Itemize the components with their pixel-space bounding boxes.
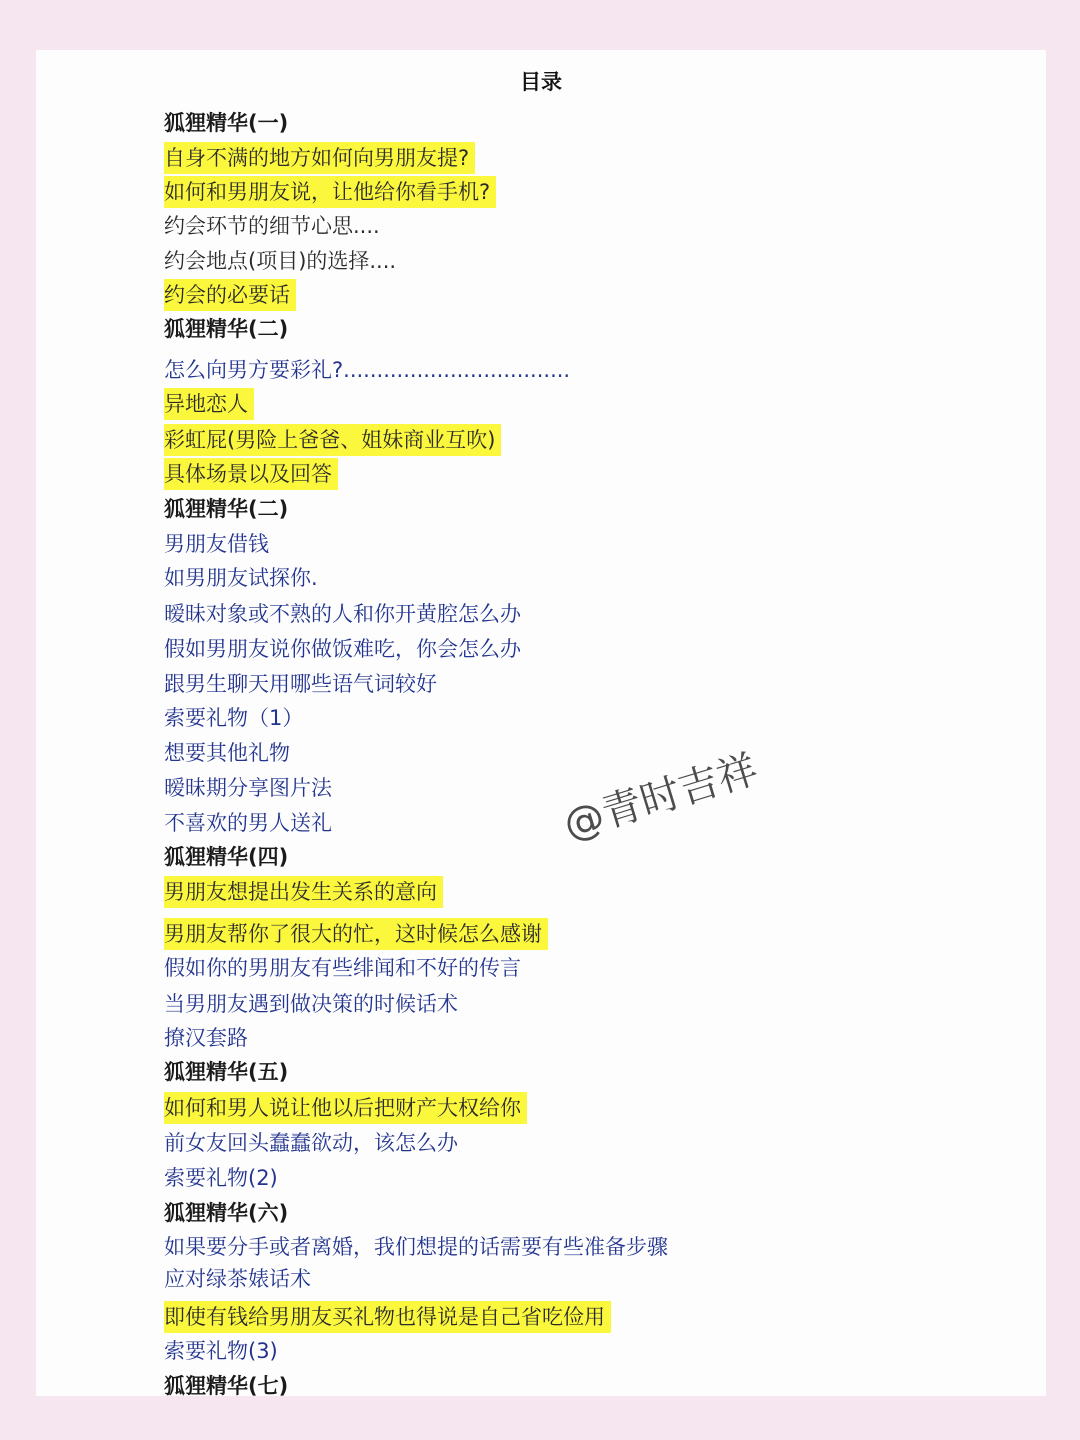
toc-item: 如果要分手或者离婚，我们想提的话需要有些准备步骤 [164,1235,668,1259]
toc-item: 暧昧对象或不熟的人和你开黄腔怎么办 [164,602,521,626]
toc-item: 当男朋友遇到做决策的时候话术 [164,992,458,1016]
toc-heading-4: 狐狸精华(四) [164,845,289,869]
toc-item: 假如男朋友说你做饭难吃，你会怎么办 [164,637,521,661]
toc-item: 撩汉套路 [164,1026,248,1050]
toc-item: 如何和男人说让他以后把财产大权给你 [164,1092,527,1124]
toc-item: 异地恋人 [164,388,254,420]
toc-heading-2: 狐狸精华(二) [164,317,289,341]
toc-heading-3: 狐狸精华(二) [164,497,289,521]
toc-item: 具体场景以及回答 [164,458,338,490]
toc-item: 跟男生聊天用哪些语气词较好 [164,672,437,696]
document-page [36,50,1046,1396]
toc-heading-1: 狐狸精华(一) [164,111,289,135]
watermark-text: @青时吉祥 [558,746,764,849]
toc-item: 索要礼物（1） [164,706,304,730]
toc-item: 怎么向男方要彩礼?.................................. [164,358,571,382]
toc-item: 索要礼物(2) [164,1166,278,1190]
toc-heading-6: 狐狸精华(六) [164,1201,289,1225]
toc-item: 应对绿茶婊话术 [164,1267,311,1291]
toc-item: 约会环节的细节心思.... [164,214,380,238]
toc-item: 男朋友想提出发生关系的意向 [164,876,443,908]
toc-item: 不喜欢的男人送礼 [164,811,332,835]
toc-heading-5: 狐狸精华(五) [164,1060,289,1084]
toc-item: 男朋友借钱 [164,532,269,556]
toc-item: 索要礼物(3) [164,1339,278,1363]
page-title: 目录 [520,70,562,94]
toc-item: 男朋友帮你了很大的忙，这时候怎么感谢 [164,918,548,950]
toc-item: 如男朋友试探你. [164,566,318,590]
toc-heading-7: 狐狸精华(七) [164,1374,289,1396]
toc-item: 假如你的男朋友有些绯闻和不好的传言 [164,956,521,980]
toc-item: 暧昧期分享图片法 [164,776,332,800]
toc-item: 如何和男朋友说，让他给你看手机? [164,176,496,208]
toc-item: 前女友回头蠢蠢欲动，该怎么办 [164,1131,458,1155]
toc-item: 即使有钱给男朋友买礼物也得说是自己省吃俭用 [164,1301,611,1333]
toc-item: 自身不满的地方如何向男朋友提? [164,142,475,174]
toc-item: 彩虹屁(男险上爸爸、姐妹商业互吹) [164,424,501,456]
toc-item: 约会地点(项目)的选择.... [164,249,397,273]
toc-item: 约会的必要话 [164,279,296,311]
toc-item: 想要其他礼物 [164,741,290,765]
